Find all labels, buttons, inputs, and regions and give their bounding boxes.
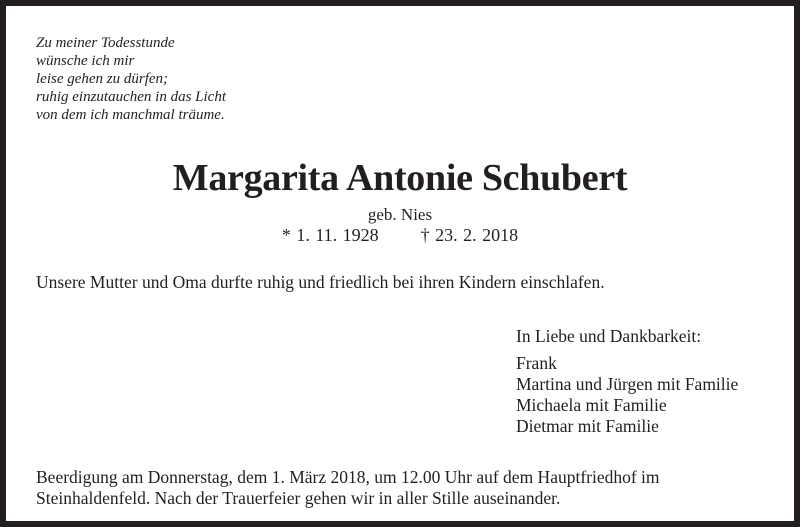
maiden-name: geb. Nies — [367, 205, 433, 224]
mourner: Frank — [516, 353, 557, 373]
closing: In Liebe und Dankbarkeit: — [516, 326, 702, 346]
poem-line: Zu meiner Todesstunde — [36, 35, 175, 51]
poem-line: wünsche ich mir — [36, 53, 135, 69]
funeral-line: Beerdigung am Donnerstag, dem 1. März 2018, um 12.00 Uhr auf dem Hauptfriedhof im — [36, 467, 660, 487]
birth-date: * 1. 11. 1928 — [281, 225, 379, 245]
message: Unsere Mutter und Oma durfte ruhig und friedlich bei ihren Kindern einschlafen. — [36, 272, 605, 292]
death-date: † 23. 2. 2018 — [420, 225, 519, 245]
poem-line: von dem ich manchmal träume. — [36, 107, 225, 123]
deceased-name: Margarita Antonie Schubert — [172, 157, 628, 199]
funeral-line: Steinhaldenfeld. Nach der Trauerfeier gehen wir in aller Stille auseinander. — [36, 488, 561, 508]
poem-line: ruhig einzutauchen in das Licht — [36, 89, 226, 105]
life-dates — [6, 225, 794, 246]
mourner: Dietmar mit Familie — [516, 416, 659, 436]
mourner: Martina und Jürgen mit Familie — [516, 374, 739, 394]
mourner: Michaela mit Familie — [516, 395, 667, 415]
poem — [36, 34, 226, 124]
poem-line: leise gehen zu dürfen; — [36, 71, 169, 87]
